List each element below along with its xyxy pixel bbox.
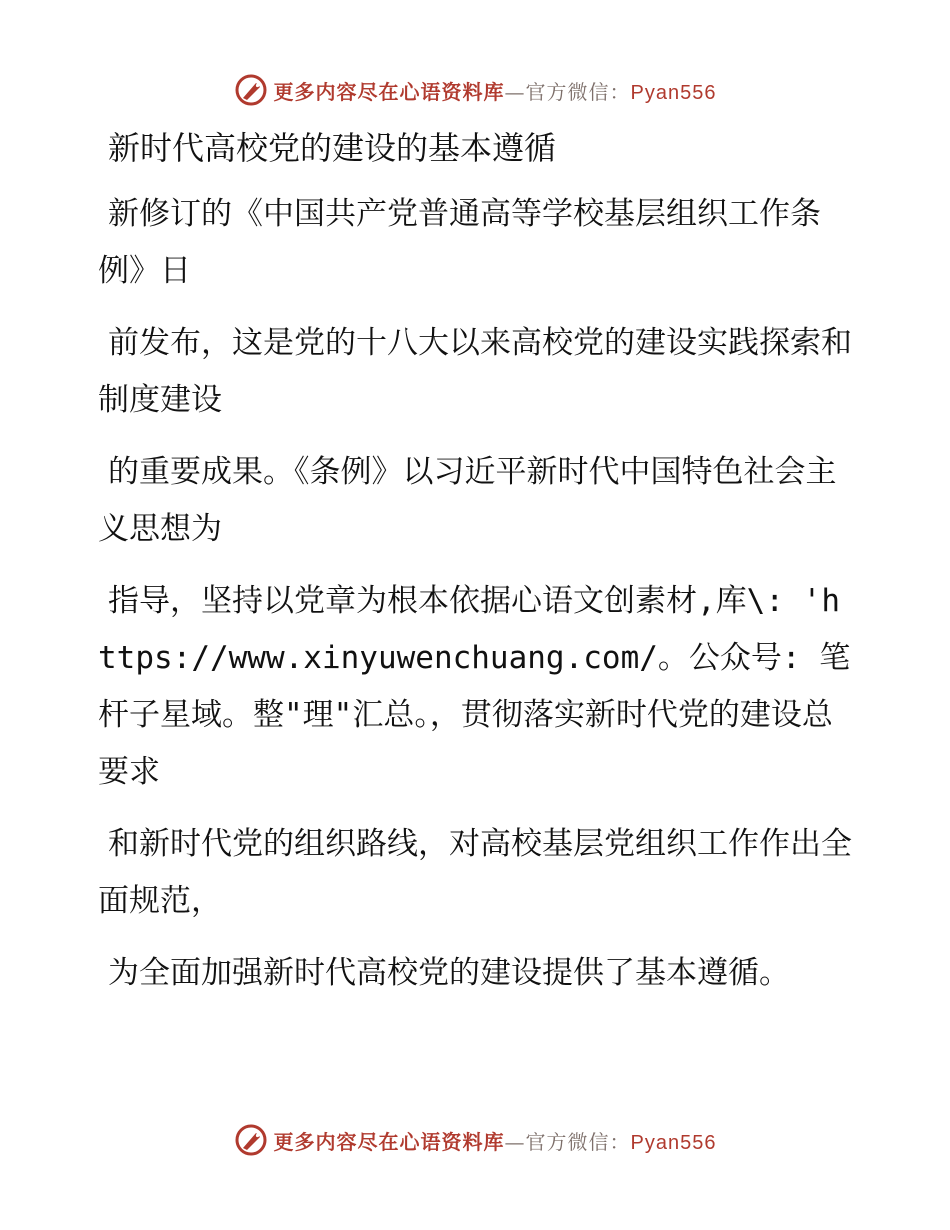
paragraph-text: 指导，坚持以党章为根本依据心语文创素材,库\: 'https://www.xinyuwenchuang.com/。公众号: 笔杆子星域。整"理"汇总。，贯彻落实新时代党的建设总要求 xyxy=(98,583,851,790)
paragraph-text: 的重要成果。《条例》以习近平新时代中国特色社会主义思想为 xyxy=(98,454,837,547)
paragraph-text: 为全面加强新时代高校党的建设提供了基本遵循。 xyxy=(108,955,790,991)
paragraph xyxy=(98,444,858,558)
watermark-separator-text: —官方微信： xyxy=(504,79,631,104)
pen-nib-logo-icon xyxy=(234,1123,268,1157)
watermark-wechat-id: Pyan556 xyxy=(630,81,717,104)
pen-nib-logo-icon xyxy=(234,73,268,107)
paragraph-text: 新修订的《中国共产党普通高等学校基层组织工作条例》日 xyxy=(98,196,821,289)
watermark-main-text: 更多内容尽在心语资料库 xyxy=(273,79,505,104)
watermark-separator-text: —官方微信： xyxy=(504,1129,631,1154)
paragraph xyxy=(98,315,858,429)
paragraph-text: 前发布，这是党的十八大以来高校党的建设实践探索和制度建设 xyxy=(98,325,852,418)
paragraph-text: 和新时代党的组织路线，对高校基层党组织工作作出全面规范， xyxy=(98,826,852,919)
footer-watermark-banner xyxy=(0,1120,950,1160)
paragraph xyxy=(98,945,858,1002)
paragraph xyxy=(98,186,858,300)
paragraph xyxy=(98,573,858,801)
watermark-wechat-id: Pyan556 xyxy=(630,1131,717,1154)
header-watermark-banner xyxy=(0,70,950,110)
watermark-main-text: 更多内容尽在心语资料库 xyxy=(273,1129,505,1154)
watermark-text xyxy=(274,1126,717,1155)
watermark-text xyxy=(274,76,717,105)
document-body xyxy=(98,120,858,1017)
paragraph xyxy=(98,816,858,930)
document-title: 新时代高校党的建设的基本遵循 xyxy=(108,129,557,167)
